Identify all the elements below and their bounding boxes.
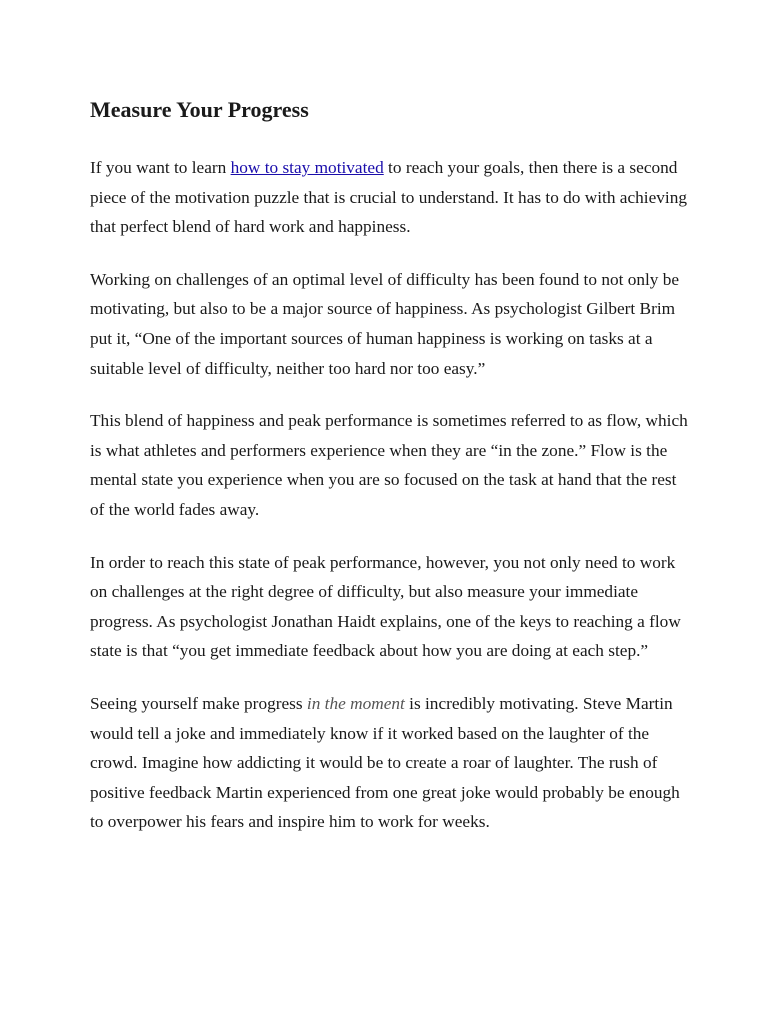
paragraph-5-text-after: is incredibly motivating. Steve Martin would tell a joke and immediately know if it worked based on the laughter of the crowd. Imagine how addicting it would be to create a roar of laughter. The rush of positive feedback Martin experienced from one great joke would probably be enough to overpower his fears and inspire him to work for weeks. — [90, 693, 680, 832]
paragraph-2: Working on challenges of an optimal level of difficulty has been found to not only be motivating, but also to be a major source of happiness. As psychologist Gilbert Brim put it, “One of the important sources of human happiness is working on tasks at a suitable level of difficulty, neither too hard nor too easy.” — [90, 269, 680, 378]
paragraph-3: This blend of happiness and peak performance is sometimes referred to as flow, which is what athletes and performers experience when they are “in the zone.” Flow is the mental state you experience when you are so focused on the task at hand that the rest of the world fades away. — [90, 411, 688, 519]
paragraph-1-text-before: If you want to learn — [90, 158, 231, 177]
paragraph-5-text-before: Seeing yourself make progress — [90, 693, 307, 713]
how-to-stay-motivated-link[interactable]: how to stay motivated — [230, 158, 384, 177]
paragraph-1-text-after: to reach your goals, then there is a second piece of the motivation puzzle that is crucial to understand. It has to do with achieving that perfect blend of hard work and happiness. — [90, 158, 687, 237]
paragraph-1 — [90, 153, 688, 242]
page-title: Measure Your Progress — [90, 97, 309, 122]
in-the-moment-emphasis: in the moment — [306, 693, 405, 713]
paragraph-4: In order to reach this state of peak performance, however, you not only need to work on challenges at the right degree of difficulty, but also measure your immediate progress. As psychologist Jonathan Haidt explains, one of the keys to reaching a flow state is that “you get immediate feedback about how you are doing at each step.” — [90, 552, 681, 661]
paragraph-5 — [90, 689, 688, 837]
